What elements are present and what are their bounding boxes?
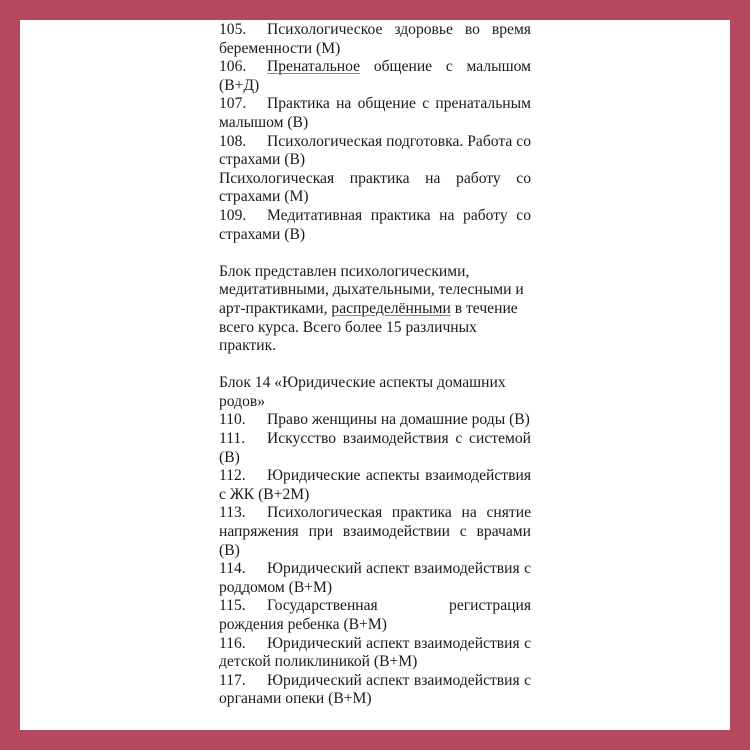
list-item-116 (219, 635, 531, 672)
item-text: Юридический аспект взаимодействия с детской поликлиникой (В+М) (219, 634, 531, 671)
list-item-110 (219, 411, 531, 430)
item-text: Юридические аспекты взаимодействия с ЖК (В+2М) (219, 467, 531, 503)
list-item-105 (219, 21, 531, 58)
list-item-106 (219, 58, 531, 95)
list-item-113 (219, 504, 531, 560)
item-text: Практика на общение с пренатальным малышом (В) (219, 95, 531, 131)
item-number: 112. (219, 467, 246, 485)
item-number: 115. (219, 597, 246, 615)
description-text-end: в течение всего курса. Всего более 15 различных практик. (219, 299, 518, 355)
item-text: Юридический аспект взаимодействия с роддомом (В+М) (219, 560, 531, 596)
item-text: Государственная регистрация рождения ребенка (В+М) (219, 597, 531, 633)
item-text: Медитативная практика на работу со страхами (В) (219, 206, 531, 243)
list-item-117 (219, 672, 531, 709)
list-item-109 (219, 207, 531, 244)
description-paragraph (219, 263, 531, 356)
item-number: 109. (219, 206, 247, 224)
blank-line (219, 244, 531, 263)
item-text: Психологическая подготовка. Работа со страхами (В) (219, 132, 531, 169)
item-number: 108. (219, 132, 247, 150)
item-text: общение с малышом (В+Д) (219, 58, 531, 94)
item-number: 117. (219, 671, 246, 689)
item-number: 105. (219, 21, 247, 38)
item-number: 113. (219, 504, 246, 522)
blank-line (219, 356, 531, 375)
list-item-111 (219, 430, 531, 467)
item-text: Психологическое здоровье во время беременности (М) (219, 21, 531, 57)
list-item-114 (219, 560, 531, 597)
underlined-word: распределёнными (331, 299, 451, 317)
list-item-unnumbered (219, 170, 531, 207)
item-number: 114. (219, 560, 246, 578)
list-item-112 (219, 467, 531, 504)
list-item-107 (219, 95, 531, 132)
list-item-115 (219, 597, 531, 634)
item-number: 107. (219, 95, 247, 113)
item-text: Право женщины на домашние роды (В) (267, 411, 530, 429)
document-page (20, 20, 730, 730)
list-item-108 (219, 133, 531, 170)
description-text: Блок представлен психологическими, медитативными, дыхательными, телесными и арт-практиками, (219, 262, 524, 317)
item-number: 110. (219, 411, 246, 429)
item-text: Психологическая практика на снятие напряжения при взаимодействии с врачами (В) (219, 504, 531, 559)
item-text: Юридический аспект взаимодействия с органами опеки (В+М) (219, 671, 531, 708)
underlined-word: Пренатальное (267, 58, 361, 76)
item-text: Психологическая практика на работу со страхами (М) (219, 169, 531, 206)
item-number: 116. (219, 634, 246, 652)
item-number: 106. (219, 58, 247, 76)
item-text: Искусство взаимодействия с системой (В) (219, 430, 531, 466)
text-column (219, 21, 531, 709)
item-number: 111. (219, 430, 246, 448)
block-14-title: Блок 14 «Юридические аспекты домашних родов» (219, 374, 506, 410)
